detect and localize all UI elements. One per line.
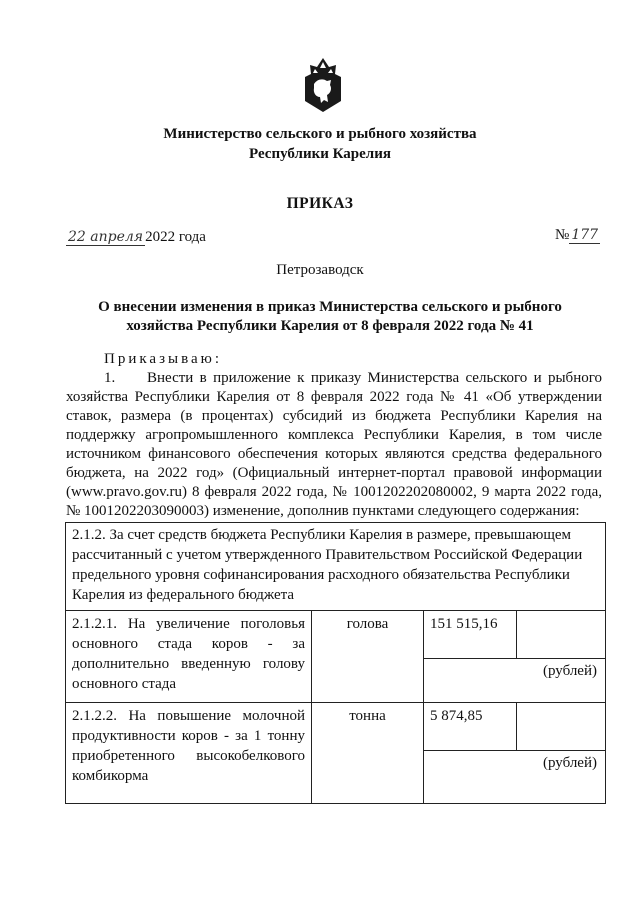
row-unit: голова <box>312 611 424 702</box>
row-empty-cell <box>517 703 605 751</box>
date-year: 2022 года <box>145 229 206 245</box>
row-currency: (рублей) <box>542 755 597 771</box>
row-name: 2.1.2.2. На повышение молочной продуктивности коров - за 1 тонну приобретенного высокобелкового комбикорма <box>66 703 312 803</box>
handwritten-number: 177 <box>571 227 599 243</box>
ministry-name-line2: Республики Карелия <box>249 146 391 162</box>
city: Петрозаводск <box>276 262 364 278</box>
document-date <box>66 229 206 246</box>
order-subject: О внесении изменения в приказ Министерства сельского и рыбного хозяйства Республики Карелия от 8 февраля 2022 года № 41 <box>98 299 562 334</box>
karelia-coat-of-arms-icon <box>303 57 343 113</box>
paragraph-1: 1. Внести в приложение к приказу Министерства сельского и рыбного хозяйства Республики Карелия от 8 февраля 2022 года № 41 «Об утверждении ставок, размера (в процентах) субсидий из бюджета Республики Карелия на поддержку агропромышленного комплекса Республики Карелия, в том числе источником финансового обеспечения которых являются средства федерального бюджета, на 2022 год» (Официальный интернет-портал правовой информации (www.pravo.gov.ru) 8 февраля 2022 года, № 1001202202080002, 9 марта 2022 года, № 1001202203090003) изменение, дополнив пунктами следующего содержания: <box>66 370 602 519</box>
table-row <box>66 703 605 803</box>
row-empty-cell <box>517 611 605 659</box>
prikazyvayu-heading: Приказываю: <box>104 351 222 367</box>
row-name: 2.1.2.1. На увеличение поголовья основного стада коров - за дополнительно введенную голову основного стада <box>66 611 312 702</box>
ministry-name-line1: Министерство сельского и рыбного хозяйства <box>163 126 477 142</box>
table-header-text: 2.1.2. За счет средств бюджета Республики Карелия в размере, превышающем рассчитанный с учетом утвержденного Правительством Российской Федерации предельного уровня софинансирования расходного обязательства Республики Карелия из федерального бюджета <box>66 523 605 611</box>
subsidy-table <box>65 522 606 804</box>
handwritten-date: 22 апреля <box>68 229 144 245</box>
table-row <box>66 611 605 703</box>
document-type: ПРИКАЗ <box>286 195 354 212</box>
number-sign: № <box>555 227 570 243</box>
row-currency: (рублей) <box>542 663 597 679</box>
document-number <box>555 227 600 244</box>
row-value: 151 515,16 <box>424 611 517 659</box>
row-unit: тонна <box>312 703 424 803</box>
row-value: 5 874,85 <box>424 703 517 751</box>
